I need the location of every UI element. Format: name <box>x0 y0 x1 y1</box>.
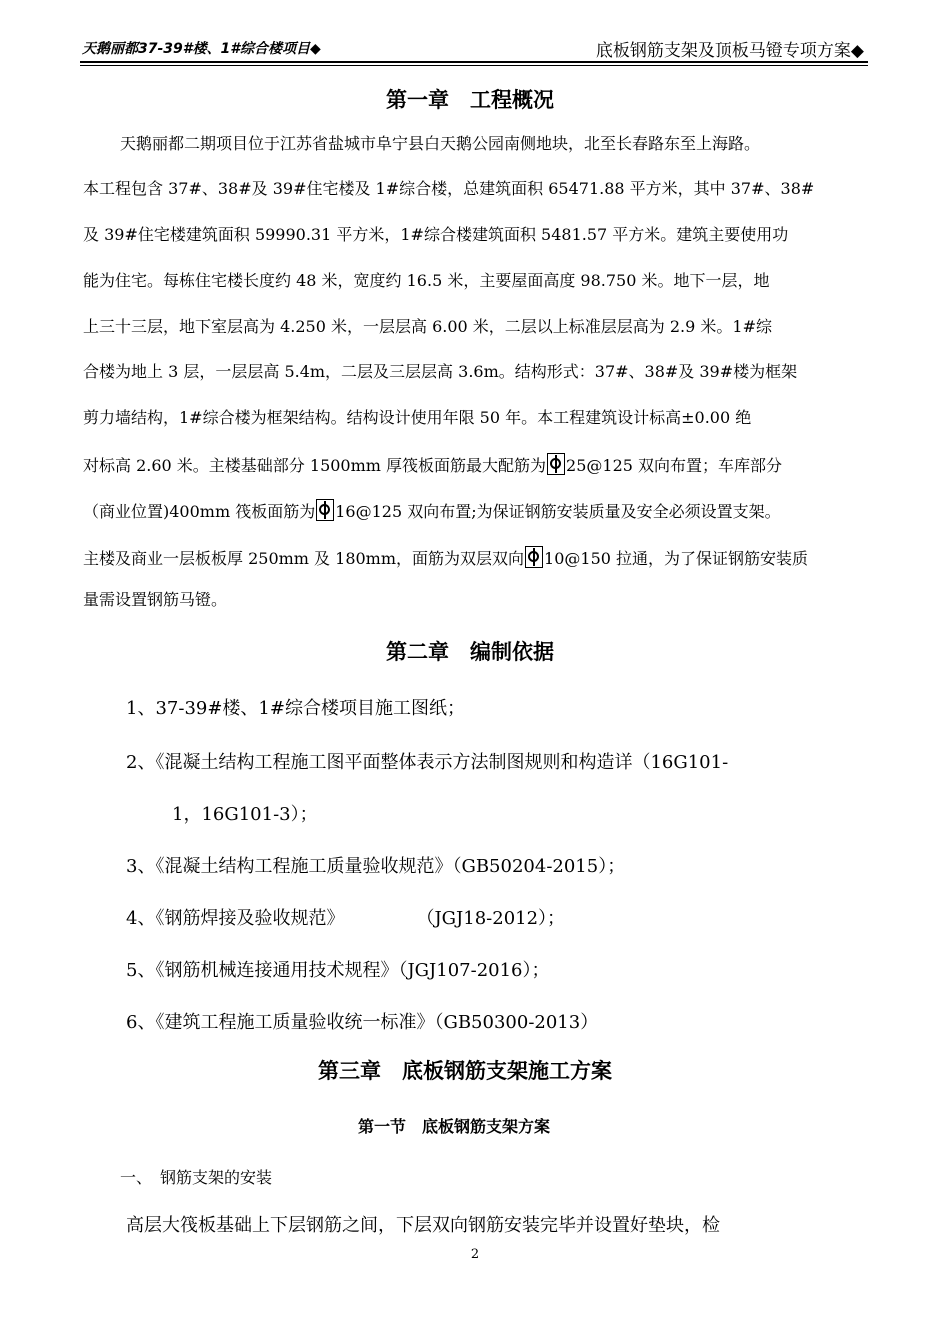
rebar-symbol-icon <box>547 453 565 475</box>
reference-item-3: 3、《混凝土结构工程施工质量验收规范》（GB50204-2015）； <box>126 856 626 877</box>
header-rule-thin <box>80 65 868 66</box>
chapter-3-title: 第三章 底板钢筋支架施工方案 <box>318 1059 612 1083</box>
page-number: 2 <box>470 1247 480 1262</box>
page-header <box>80 36 870 60</box>
ch1-line-10-text-b: 10@150 拉通，为了保证钢筋安装质 <box>544 549 809 568</box>
ch1-line-7: 剪力墙结构，1#综合楼为框架结构。结构设计使用年限 50 年。本工程建筑设计标高±0.00 绝 <box>83 408 752 427</box>
reference-item-2: 2、《混凝土结构工程施工图平面整体表示方法制图规则和构造详（16G101- <box>126 752 729 773</box>
ch1-line-9 <box>83 499 781 522</box>
ch1-line-4: 能为住宅。每栋住宅楼长度约 48 米，宽度约 16.5 米，主要屋面高度 98.750 米。地下一层，地 <box>83 271 770 290</box>
reference-item-1: 1、37-39#楼、1#综合楼项目施工图纸； <box>126 698 465 719</box>
ch1-line-9-text-b: 16@125 双向布置;为保证钢筋安装质量及安全必须设置支架。 <box>335 502 781 521</box>
chapter-2-title: 第二章 编制依据 <box>386 640 554 664</box>
ch1-line-2: 本工程包含 37#、38#及 39#住宅楼及 1#综合楼，总建筑面积 65471.88 平方米，其中 37#、38# <box>83 179 815 198</box>
ch1-line-8 <box>83 453 782 476</box>
ch1-line-3: 及 39#住宅楼建筑面积 59990.31 平方米，1#综合楼建筑面积 5481.57 平方米。建筑主要使用功 <box>83 225 789 244</box>
rebar-symbol-icon <box>525 546 543 568</box>
ch1-line-5: 上三十三层，地下室层高为 4.250 米，一层层高 6.00 米，二层以上标准层层高为 2.9 米。1#综 <box>83 317 772 336</box>
ch1-line-11: 量需设置钢筋马镫。 <box>83 590 228 609</box>
ch1-line-8-text-a: 对标高 2.60 米。主楼基础部分 1500mm 厚筏板面筋最大配筋为 <box>83 456 547 475</box>
header-document-title: 底板钢筋支架及顶板马镫专项方案◆ <box>595 41 864 61</box>
header-project-name: 天鹅丽都37-39#楼、1#综合楼项目◆ <box>82 41 321 57</box>
ch1-line-10-text-a: 主楼及商业一层板板厚 250mm 及 180mm，面筋为双层双向 <box>83 549 525 568</box>
ch1-line-6: 合楼为地上 3 层，一层层高 5.4m，二层及三层层高 3.6m。结构形式：37#、38#及 39#楼为框架 <box>83 362 798 381</box>
chapter-1-title: 第一章 工程概况 <box>386 88 554 112</box>
ch1-line-1: 天鹅丽都二期项目位于江苏省盐城市阜宁县白天鹅公园南侧地块，北至长春路东至上海路。 <box>120 134 761 153</box>
subsection-title: 一、 钢筋支架的安装 <box>120 1168 273 1187</box>
reference-item-5: 5、《钢筋机械连接通用技术规程》（JGJ107-2016）； <box>126 960 550 981</box>
section-title: 第一节 底板钢筋支架方案 <box>358 1117 551 1136</box>
ch1-line-10 <box>83 546 808 569</box>
ch1-line-8-text-b: 25@125 双向布置；车库部分 <box>566 456 783 475</box>
reference-item-6: 6、《建筑工程施工质量验收统一标准》（GB50300-2013） <box>126 1012 599 1033</box>
header-rule <box>80 61 868 63</box>
ch3-body-line: 高层大筏板基础上下层钢筋之间，下层双向钢筋安装完毕并设置好垫块，检 <box>126 1215 720 1236</box>
reference-item-2-cont: 1，16G101-3）； <box>172 804 318 825</box>
rebar-symbol-icon <box>316 499 334 521</box>
ch1-line-9-text-a: （商业位置)400mm 筏板面筋为 <box>83 502 316 521</box>
reference-item-4: 4、《钢筋焊接及验收规范》 （JGJ18-2012）； <box>126 908 566 929</box>
